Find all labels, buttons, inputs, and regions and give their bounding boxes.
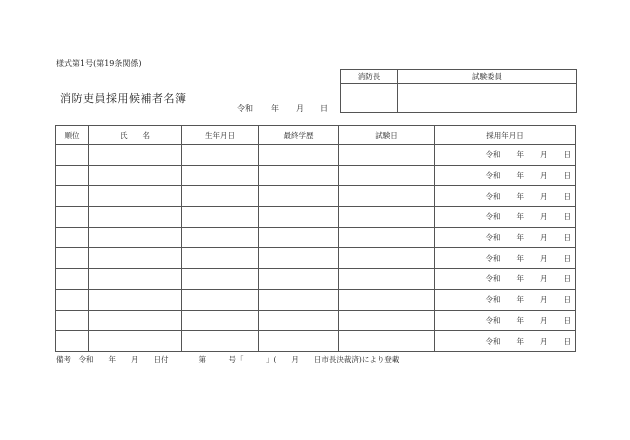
header-hire-date: 採用年月日 — [435, 126, 576, 145]
hire-date-year: 年 — [516, 191, 524, 201]
hire-date-year: 年 — [516, 233, 524, 243]
header-date-month: 月 — [296, 104, 304, 113]
name-cell — [89, 207, 182, 228]
hire-date-day: 日 — [563, 150, 571, 160]
table-row — [56, 310, 576, 331]
birthdate-cell — [182, 310, 259, 331]
hire-date-month: 月 — [540, 212, 548, 222]
rank-cell — [56, 310, 89, 331]
table-row — [56, 331, 576, 352]
hire-date-day: 日 — [563, 253, 571, 263]
examiner-label: 試験委員 — [398, 70, 577, 84]
hire-date-day: 日 — [563, 233, 571, 243]
birthdate-cell — [182, 145, 259, 166]
education-cell — [259, 165, 339, 186]
hire-date-day: 日 — [563, 191, 571, 201]
hire-date-year: 年 — [516, 315, 524, 325]
hire-date-day: 日 — [563, 315, 571, 325]
hire-date-day: 日 — [563, 212, 571, 222]
hire-date-year: 年 — [516, 336, 524, 346]
hire-date-era: 令和 — [485, 191, 501, 201]
hire-date-cell — [435, 331, 576, 352]
hire-date-cell — [435, 165, 576, 186]
hire-date-era: 令和 — [485, 274, 501, 284]
header-education: 最終学歴 — [259, 126, 339, 145]
table-row — [56, 186, 576, 207]
candidate-table — [55, 125, 576, 352]
header-name: 氏 名 — [89, 126, 182, 145]
hire-date-era: 令和 — [485, 233, 501, 243]
table-row — [56, 248, 576, 269]
hire-date-era: 令和 — [485, 315, 501, 325]
hire-date-month: 月 — [540, 171, 548, 181]
hire-date-month: 月 — [540, 233, 548, 243]
approval-box — [340, 69, 577, 113]
hire-date-year: 年 — [516, 212, 524, 222]
exam-date-cell — [339, 186, 435, 207]
rank-cell — [56, 207, 89, 228]
education-cell — [259, 227, 339, 248]
hire-date-year: 年 — [516, 253, 524, 263]
rank-cell — [56, 269, 89, 290]
birthdate-cell — [182, 269, 259, 290]
form-number: 様式第1号(第19条関係) — [56, 59, 142, 68]
table-row — [56, 145, 576, 166]
hire-date-cell — [435, 269, 576, 290]
birthdate-cell — [182, 248, 259, 269]
name-cell — [89, 331, 182, 352]
exam-date-cell — [339, 289, 435, 310]
rank-cell — [56, 145, 89, 166]
education-cell — [259, 310, 339, 331]
hire-date-month: 月 — [540, 191, 548, 201]
rank-cell — [56, 248, 89, 269]
hire-date-era: 令和 — [485, 171, 501, 181]
fire-chief-stamp-cell — [341, 84, 398, 113]
hire-date-day: 日 — [563, 295, 571, 305]
name-cell — [89, 145, 182, 166]
fire-chief-label: 消防長 — [341, 70, 398, 84]
page-title: 消防吏員採用候補者名簿 — [60, 92, 187, 105]
header-exam-date: 試験日 — [339, 126, 435, 145]
education-cell — [259, 207, 339, 228]
name-cell — [89, 310, 182, 331]
table-row — [56, 165, 576, 186]
birthdate-cell — [182, 227, 259, 248]
header-birthdate: 生年月日 — [182, 126, 259, 145]
rank-cell — [56, 331, 89, 352]
exam-date-cell — [339, 207, 435, 228]
birthdate-cell — [182, 165, 259, 186]
table-row — [56, 289, 576, 310]
table-row — [56, 227, 576, 248]
hire-date-month: 月 — [540, 150, 548, 160]
hire-date-month: 月 — [540, 253, 548, 263]
hire-date-cell — [435, 207, 576, 228]
exam-date-cell — [339, 310, 435, 331]
birthdate-cell — [182, 289, 259, 310]
name-cell — [89, 269, 182, 290]
hire-date-month: 月 — [540, 336, 548, 346]
education-cell — [259, 269, 339, 290]
examiner-stamp-cell — [398, 84, 577, 113]
name-cell — [89, 165, 182, 186]
hire-date-year: 年 — [516, 171, 524, 181]
hire-date-year: 年 — [516, 274, 524, 284]
hire-date-era: 令和 — [485, 253, 501, 263]
education-cell — [259, 289, 339, 310]
table-row — [56, 207, 576, 228]
exam-date-cell — [339, 145, 435, 166]
name-cell — [89, 289, 182, 310]
hire-date-era: 令和 — [485, 150, 501, 160]
table-row — [56, 269, 576, 290]
education-cell — [259, 248, 339, 269]
hire-date-day: 日 — [563, 274, 571, 284]
education-cell — [259, 145, 339, 166]
hire-date-era: 令和 — [485, 212, 501, 222]
rank-cell — [56, 165, 89, 186]
hire-date-era: 令和 — [485, 295, 501, 305]
exam-date-cell — [339, 165, 435, 186]
exam-date-cell — [339, 227, 435, 248]
rank-cell — [56, 289, 89, 310]
hire-date-cell — [435, 227, 576, 248]
hire-date-cell — [435, 186, 576, 207]
education-cell — [259, 331, 339, 352]
hire-date-day: 日 — [563, 171, 571, 181]
hire-date-month: 月 — [540, 274, 548, 284]
rank-cell — [56, 227, 89, 248]
header-rank: 順位 — [56, 126, 89, 145]
hire-date-cell — [435, 310, 576, 331]
hire-date-cell — [435, 145, 576, 166]
remarks-note: 備考 令和 年 月 日付 第 号「 」( 月 日市長決裁済)により登載 — [56, 355, 400, 364]
name-cell — [89, 227, 182, 248]
hire-date-year: 年 — [516, 295, 524, 305]
hire-date-cell — [435, 248, 576, 269]
hire-date-month: 月 — [540, 295, 548, 305]
header-date-day: 日 — [320, 104, 328, 113]
birthdate-cell — [182, 186, 259, 207]
hire-date-era: 令和 — [485, 336, 501, 346]
name-cell — [89, 186, 182, 207]
header-date-era: 令和 — [237, 104, 253, 113]
birthdate-cell — [182, 331, 259, 352]
exam-date-cell — [339, 331, 435, 352]
header-date-year: 年 — [271, 104, 279, 113]
exam-date-cell — [339, 248, 435, 269]
hire-date-year: 年 — [516, 150, 524, 160]
birthdate-cell — [182, 207, 259, 228]
rank-cell — [56, 186, 89, 207]
hire-date-month: 月 — [540, 315, 548, 325]
hire-date-day: 日 — [563, 336, 571, 346]
education-cell — [259, 186, 339, 207]
name-cell — [89, 248, 182, 269]
hire-date-cell — [435, 289, 576, 310]
exam-date-cell — [339, 269, 435, 290]
